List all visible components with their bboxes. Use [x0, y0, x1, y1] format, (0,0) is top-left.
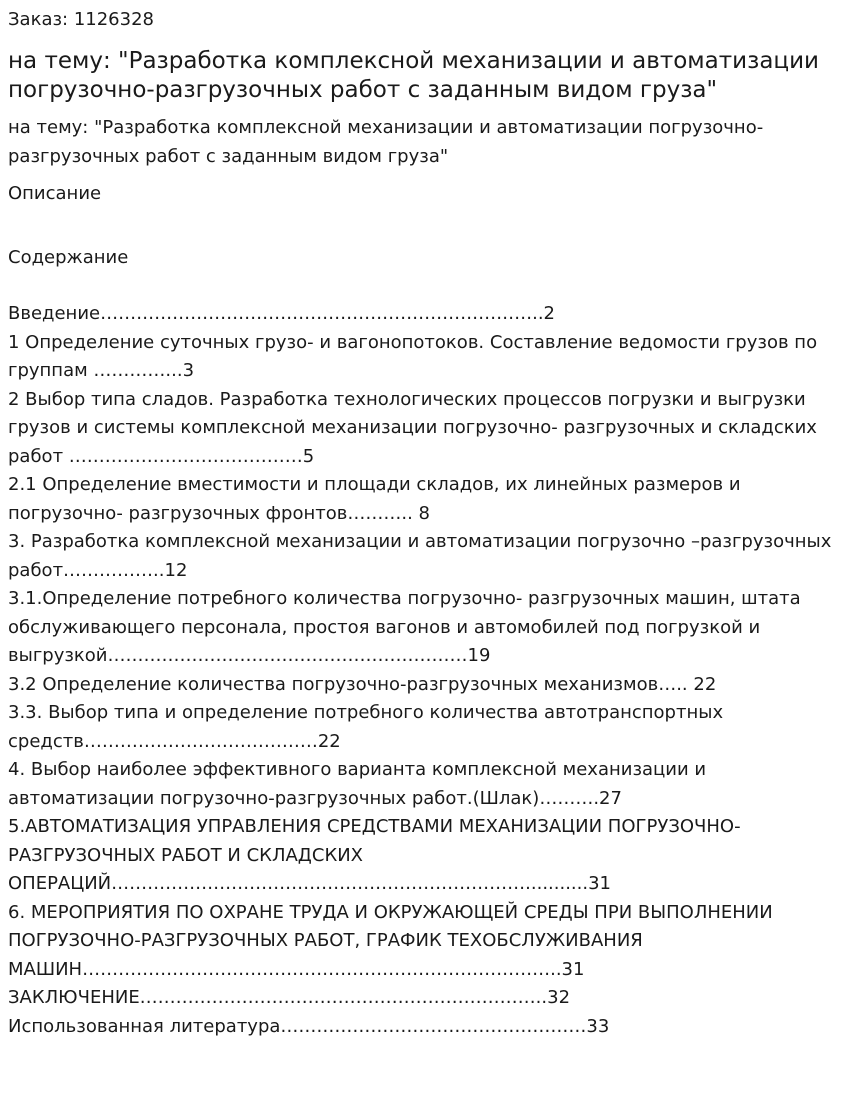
toc-entry: 2.1 Определение вместимости и площади складов, их линейных размеров и погрузочно- разгрузочных фронтов……….. 8	[8, 474, 747, 524]
order-number: Заказ: 1126328	[8, 9, 154, 30]
table-of-contents	[8, 300, 839, 1041]
toc-entry: Введение………………………………………………………………..2	[8, 303, 555, 324]
subtitle: на тему: "Разработка комплексной механизации и автоматизации погрузочно-разгрузочных работ с заданным видом груза"	[8, 117, 764, 167]
toc-entry: 3.3. Выбор типа и определение потребного количества автотранспортных средств…………………………………22	[8, 702, 729, 752]
toc-entry: 6. МЕРОПРИЯТИЯ ПО ОХРАНЕ ТРУДА И ОКРУЖАЮЩЕЙ СРЕДЫ ПРИ ВЫПОЛНЕНИИ ПОГРУЗОЧНО-РАЗГРУЗОЧНЫХ РАБОТ, ГРАФИК ТЕХОБСЛУЖИВАНИЯ МАШИН……………………………………………………………………..31	[8, 901, 779, 980]
toc-entry: 3.2 Определение количества погрузочно-разгрузочных механизмов….. 22	[8, 673, 717, 695]
toc-heading: Содержание	[8, 247, 129, 268]
toc-entry: Использованная литература……………………………………………33	[8, 1015, 610, 1037]
description-label: Описание	[8, 183, 102, 204]
toc-entry: ЗАКЛЮЧЕНИЕ…………………………………………………………..32	[8, 987, 571, 1008]
page-title: на тему: "Разработка комплексной механизации и автоматизации погрузочно-разгрузочных работ с заданным видом груза"	[8, 48, 819, 103]
toc-entry: 3.1.Определение потребного количества погрузочно- разгрузочных машин, штата обслуживающего персонала, простоя вагонов и автомобилей под погрузкой и выгрузкой……………………………………………………19	[8, 588, 807, 666]
toc-entry: 3. Разработка комплексной механизации и автоматизации погрузочно –разгрузочных работ……………..12	[8, 531, 838, 581]
toc-entry: 4. Выбор наиболее эффективного варианта комплексной механизации и автоматизации погрузочно-разгрузочных работ.(Шлак)……….27	[8, 759, 712, 809]
toc-entry: 5.АВТОМАТИЗАЦИЯ УПРАВЛЕНИЯ СРЕДСТВАМИ МЕХАНИЗАЦИИ ПОГРУЗОЧНО-РАЗГРУЗОЧНЫХ РАБОТ И СКЛАДСКИХ ОПЕРАЦИЙ……………………………………………………………...........31	[8, 816, 741, 894]
toc-entry: 2 Выбор типа сладов. Разработка технологических процессов погрузки и выгрузки грузов и системы комплексной механизации погрузочно- разгрузочных и складских работ …………………………………5	[8, 388, 823, 467]
toc-entry: 1 Определение суточных грузо- и вагонопотоков. Составление ведомости грузов по группам …………...3	[8, 331, 823, 381]
